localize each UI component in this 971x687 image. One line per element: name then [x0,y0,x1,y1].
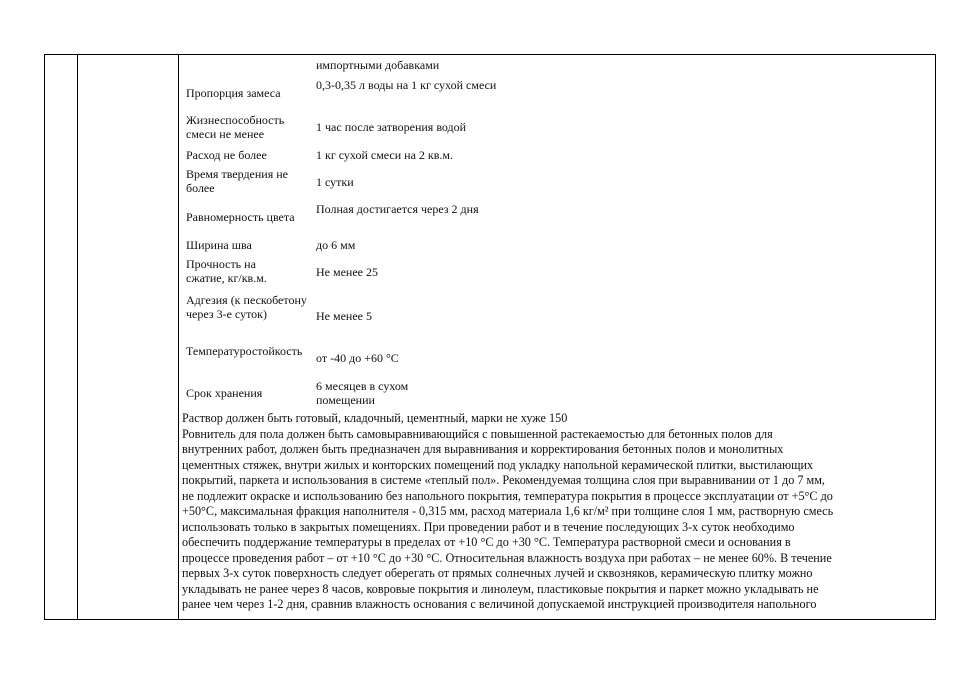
spec-label-5: Ширина шва [186,238,252,252]
paragraph-line: использовать только в закрытых помещениях. При проведении работ и в течение последующих 3-х суток необходимо [182,519,795,534]
paragraph-line: обеспечить поддержание температуры в пределах от +10 °С до +30 °С. Температура растворной смеси и основания в [182,535,791,549]
spec-value-3: 1 сутки [316,175,354,189]
spec-value-4: Полная достигается через 2 дня [316,202,479,216]
spec-label-0: Пропорция замеса [186,86,281,100]
column-divider-1 [77,54,78,620]
paragraph-line: +50°С, максимальная фракция наполнителя - 0,315 мм, расход материала 1,6 кг/м² при толщине слоя 1 мм, растворную смесь [182,504,834,518]
spec-value-6: Не менее 25 [316,265,378,279]
paragraph-line: не подлежит окраске и использованию без напольного покрытия, температура покрытия в процессе эксплуатации от +5°С до [182,488,833,503]
spec-value-7: Не менее 5 [316,309,372,323]
table-left-border [44,54,45,620]
spec-value-9: 6 месяцев в сухом помещении [316,379,409,407]
spec-value-8: от -40 до +60 °С [316,351,399,365]
paragraph-line: ранее чем через 1-2 дня, сравнив влажность основания с величиной допускаемой инструкцией производителя напольного [182,597,817,611]
requirements-paragraph [182,411,942,613]
spec-label-6: Прочность на сжатие, кг/кв.м. [186,257,267,285]
spec-label-2: Расход не более [186,148,267,162]
paragraph-line: первых 3-х суток поверхность следует оберегать от прямых солнечных лучей и сквозняков, керамическую плитку можно [182,566,813,580]
spec-label-7: Адгезия (к пескобетону через 3-е суток) [186,293,307,321]
paragraph-line: внутренних работ, должен быть предназначен для выравнивания и корректирования бетонных полов и монолитных [182,442,784,456]
spec-label-1: Жизнеспособность смеси не менее [186,113,285,141]
spec-label-4: Равномерность цвета [186,210,295,224]
spec-value-5: до 6 мм [316,238,356,252]
spec-label-9: Срок хранения [186,386,263,400]
paragraph-line: покрытий, паркета и использования в системе «теплый пол». Рекомендуемая толщина слоя при выравнивании от 1 до 7 мм, [182,473,825,487]
spec-label-8: Температуростойкость [186,344,303,358]
spec-value-0: 0,3-0,35 л воды на 1 кг сухой смеси [316,78,497,92]
paragraph-line: укладывать не ранее через 8 часов, ковровые покрытия и линолеум, пластиковые покрытия и паркет можно укладывать не [182,581,819,596]
paragraph-line: процессе проведения работ – от +10 °С до +30 °С. Относительная влажность воздуха при работах – не менее 60%. В течение [182,550,832,565]
header-continuation: импортными добавками [316,58,440,72]
spec-value-2: 1 кг сухой смеси на 2 кв.м. [316,148,454,162]
paragraph-line: цементных стяжек, внутри жилых и конторских помещений под укладку напольной керамической плитки, выстилающих [182,457,814,472]
spec-value-1: 1 час после затворения водой [316,120,467,134]
paragraph-line: Ровнитель для пола должен быть самовыравнивающийся с повышенной растекаемостью для бетонных полов для [182,426,773,441]
column-divider-2 [178,54,179,620]
paragraph-line: Раствор должен быть готовый, кладочный, цементный, марки не хуже 150 [182,411,568,425]
spec-label-3: Время твердения не более [186,167,288,195]
